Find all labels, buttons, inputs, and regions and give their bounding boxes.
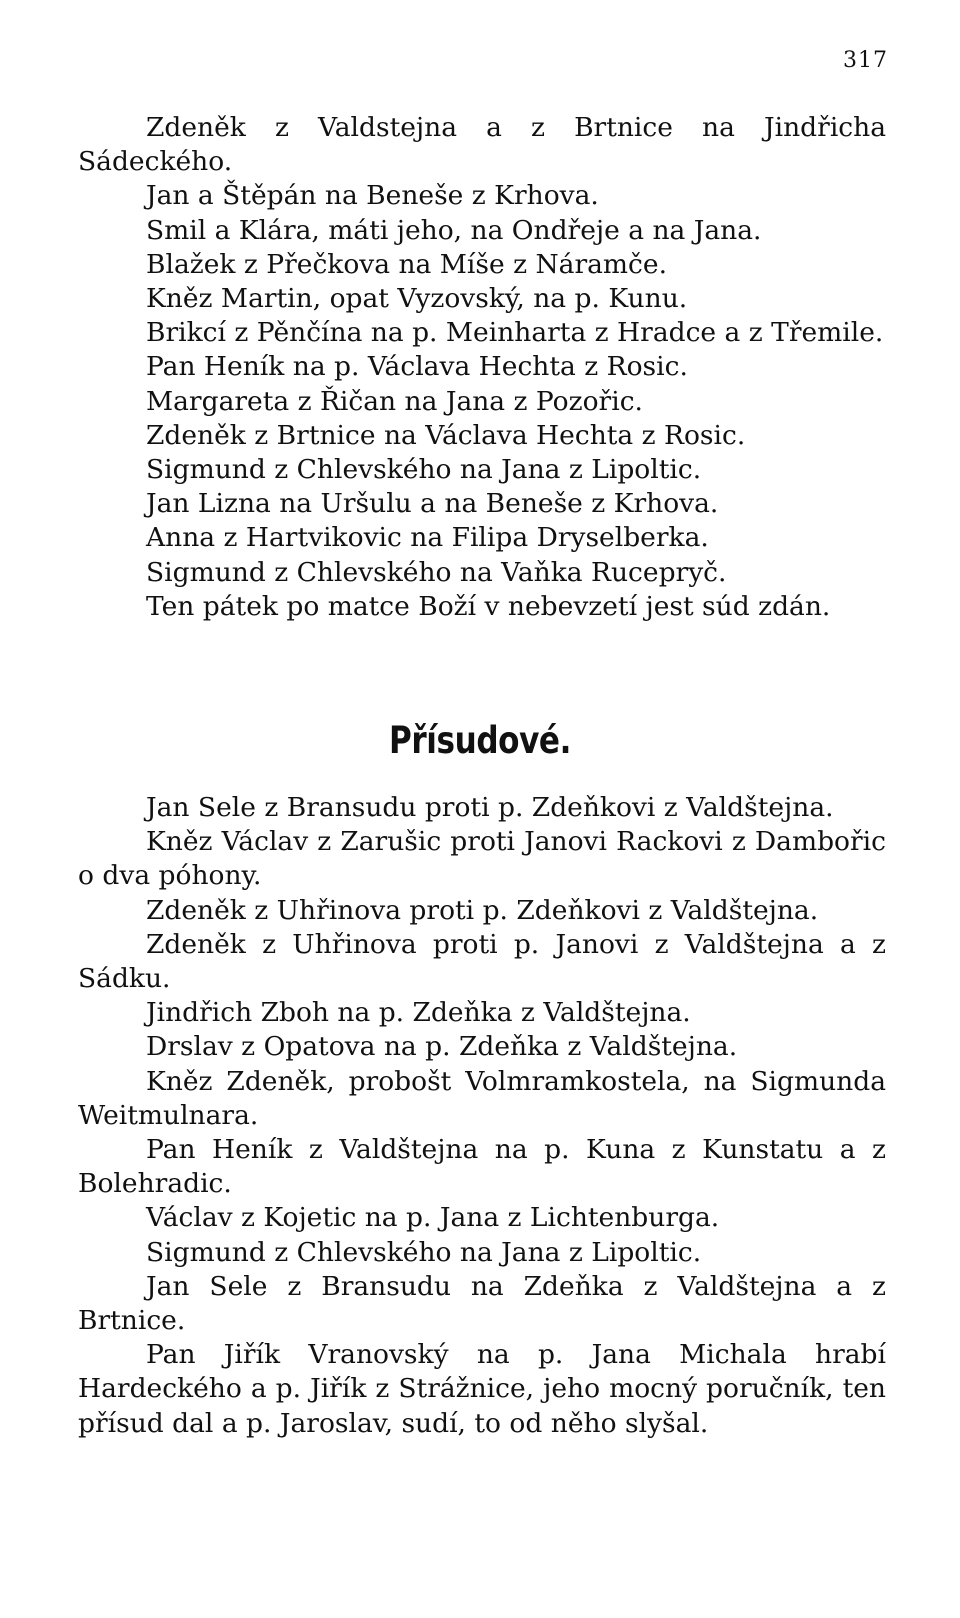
entry: Kněz Zdeněk, probošt Volmramkostela, na Sigmunda Weitmulnara.	[78, 1065, 886, 1131]
entry: Zdeněk z Uhřinova proti p. Zdeňkovi z Valdštejna.	[146, 894, 819, 926]
entry: Jindřich Zboh na p. Zdeňka z Valdštejna.	[146, 997, 691, 1029]
entry: Zdeněk z Brtnice na Václava Hechta z Rosic.	[146, 419, 746, 451]
page-number: 317	[843, 48, 888, 73]
entry: Jan Sele z Bransudu na Zdeňka z Valdštejna a z Brtnice.	[78, 1270, 886, 1337]
entry: Smil a Klára, máti jeho, na Ondřeje a na Jana.	[146, 214, 762, 246]
entry: Jan Sele z Bransudu proti p. Zdeňkovi z Valdštejna.	[146, 792, 834, 823]
entry: Václav z Kojetic na p. Jana z Lichtenburga.	[146, 1202, 720, 1234]
entry: Drslav z Opatova na p. Zdeňka z Valdštejna.	[146, 1031, 738, 1063]
entry: Kněz Václav z Zarušic proti Janovi Rackovi z Dambořic o dva póhony.	[78, 826, 886, 892]
entry: Pan Heník na p. Václava Hechta z Rosic.	[146, 351, 688, 383]
entry: Pan Jiřík Vranovský na p. Jana Michala hrabí Hardeckého a p. Jiřík z Strážnice, jeho mocný poručník, ten přísud dal a p. Jaroslav, sudí, to od něho slyšal.	[78, 1339, 886, 1439]
entry: Blažek z Přečkova na Míše z Náramče.	[146, 248, 668, 280]
section-heading: Přísudové.	[389, 719, 571, 762]
entry: Brikcí z Pěnčína na p. Meinharta z Hradce a z Třemile.	[146, 317, 884, 349]
entry: Kněz Martin, opat Vyzovský, na p. Kunu.	[146, 283, 688, 315]
entry: Sigmund z Chlevského na Jana z Lipoltic.	[146, 454, 702, 486]
entry: Jan Lizna na Uršulu a na Beneše z Krhova.	[146, 488, 719, 520]
entry: Zdeněk z Uhřinova proti p. Janovi z Valdštejna a z Sádku.	[78, 928, 886, 995]
entry: Zdeněk z Valdstejna a z Brtnice na Jindřicha Sádeckého.	[78, 112, 886, 178]
entry: Anna z Hartvikovic na Filipa Dryselberka.	[146, 522, 709, 554]
entry: Ten pátek po matce Boží v nebevzetí jest súd zdán.	[146, 590, 831, 622]
entry: Sigmund z Chlevského na Vaňka Rucepryč.	[146, 556, 727, 588]
entry: Jan a Štěpán na Beneše z Krhova.	[146, 180, 599, 212]
entry: Pan Heník z Valdštejna na p. Kuna z Kunstatu a z Bolehradic.	[78, 1134, 886, 1200]
entries-list-top	[78, 111, 886, 624]
entries-list-bottom	[78, 791, 886, 1441]
entry: Margareta z Řičan na Jana z Pozořic.	[146, 385, 643, 417]
entry: Sigmund z Chlevského na Jana z Lipoltic.	[146, 1236, 702, 1268]
